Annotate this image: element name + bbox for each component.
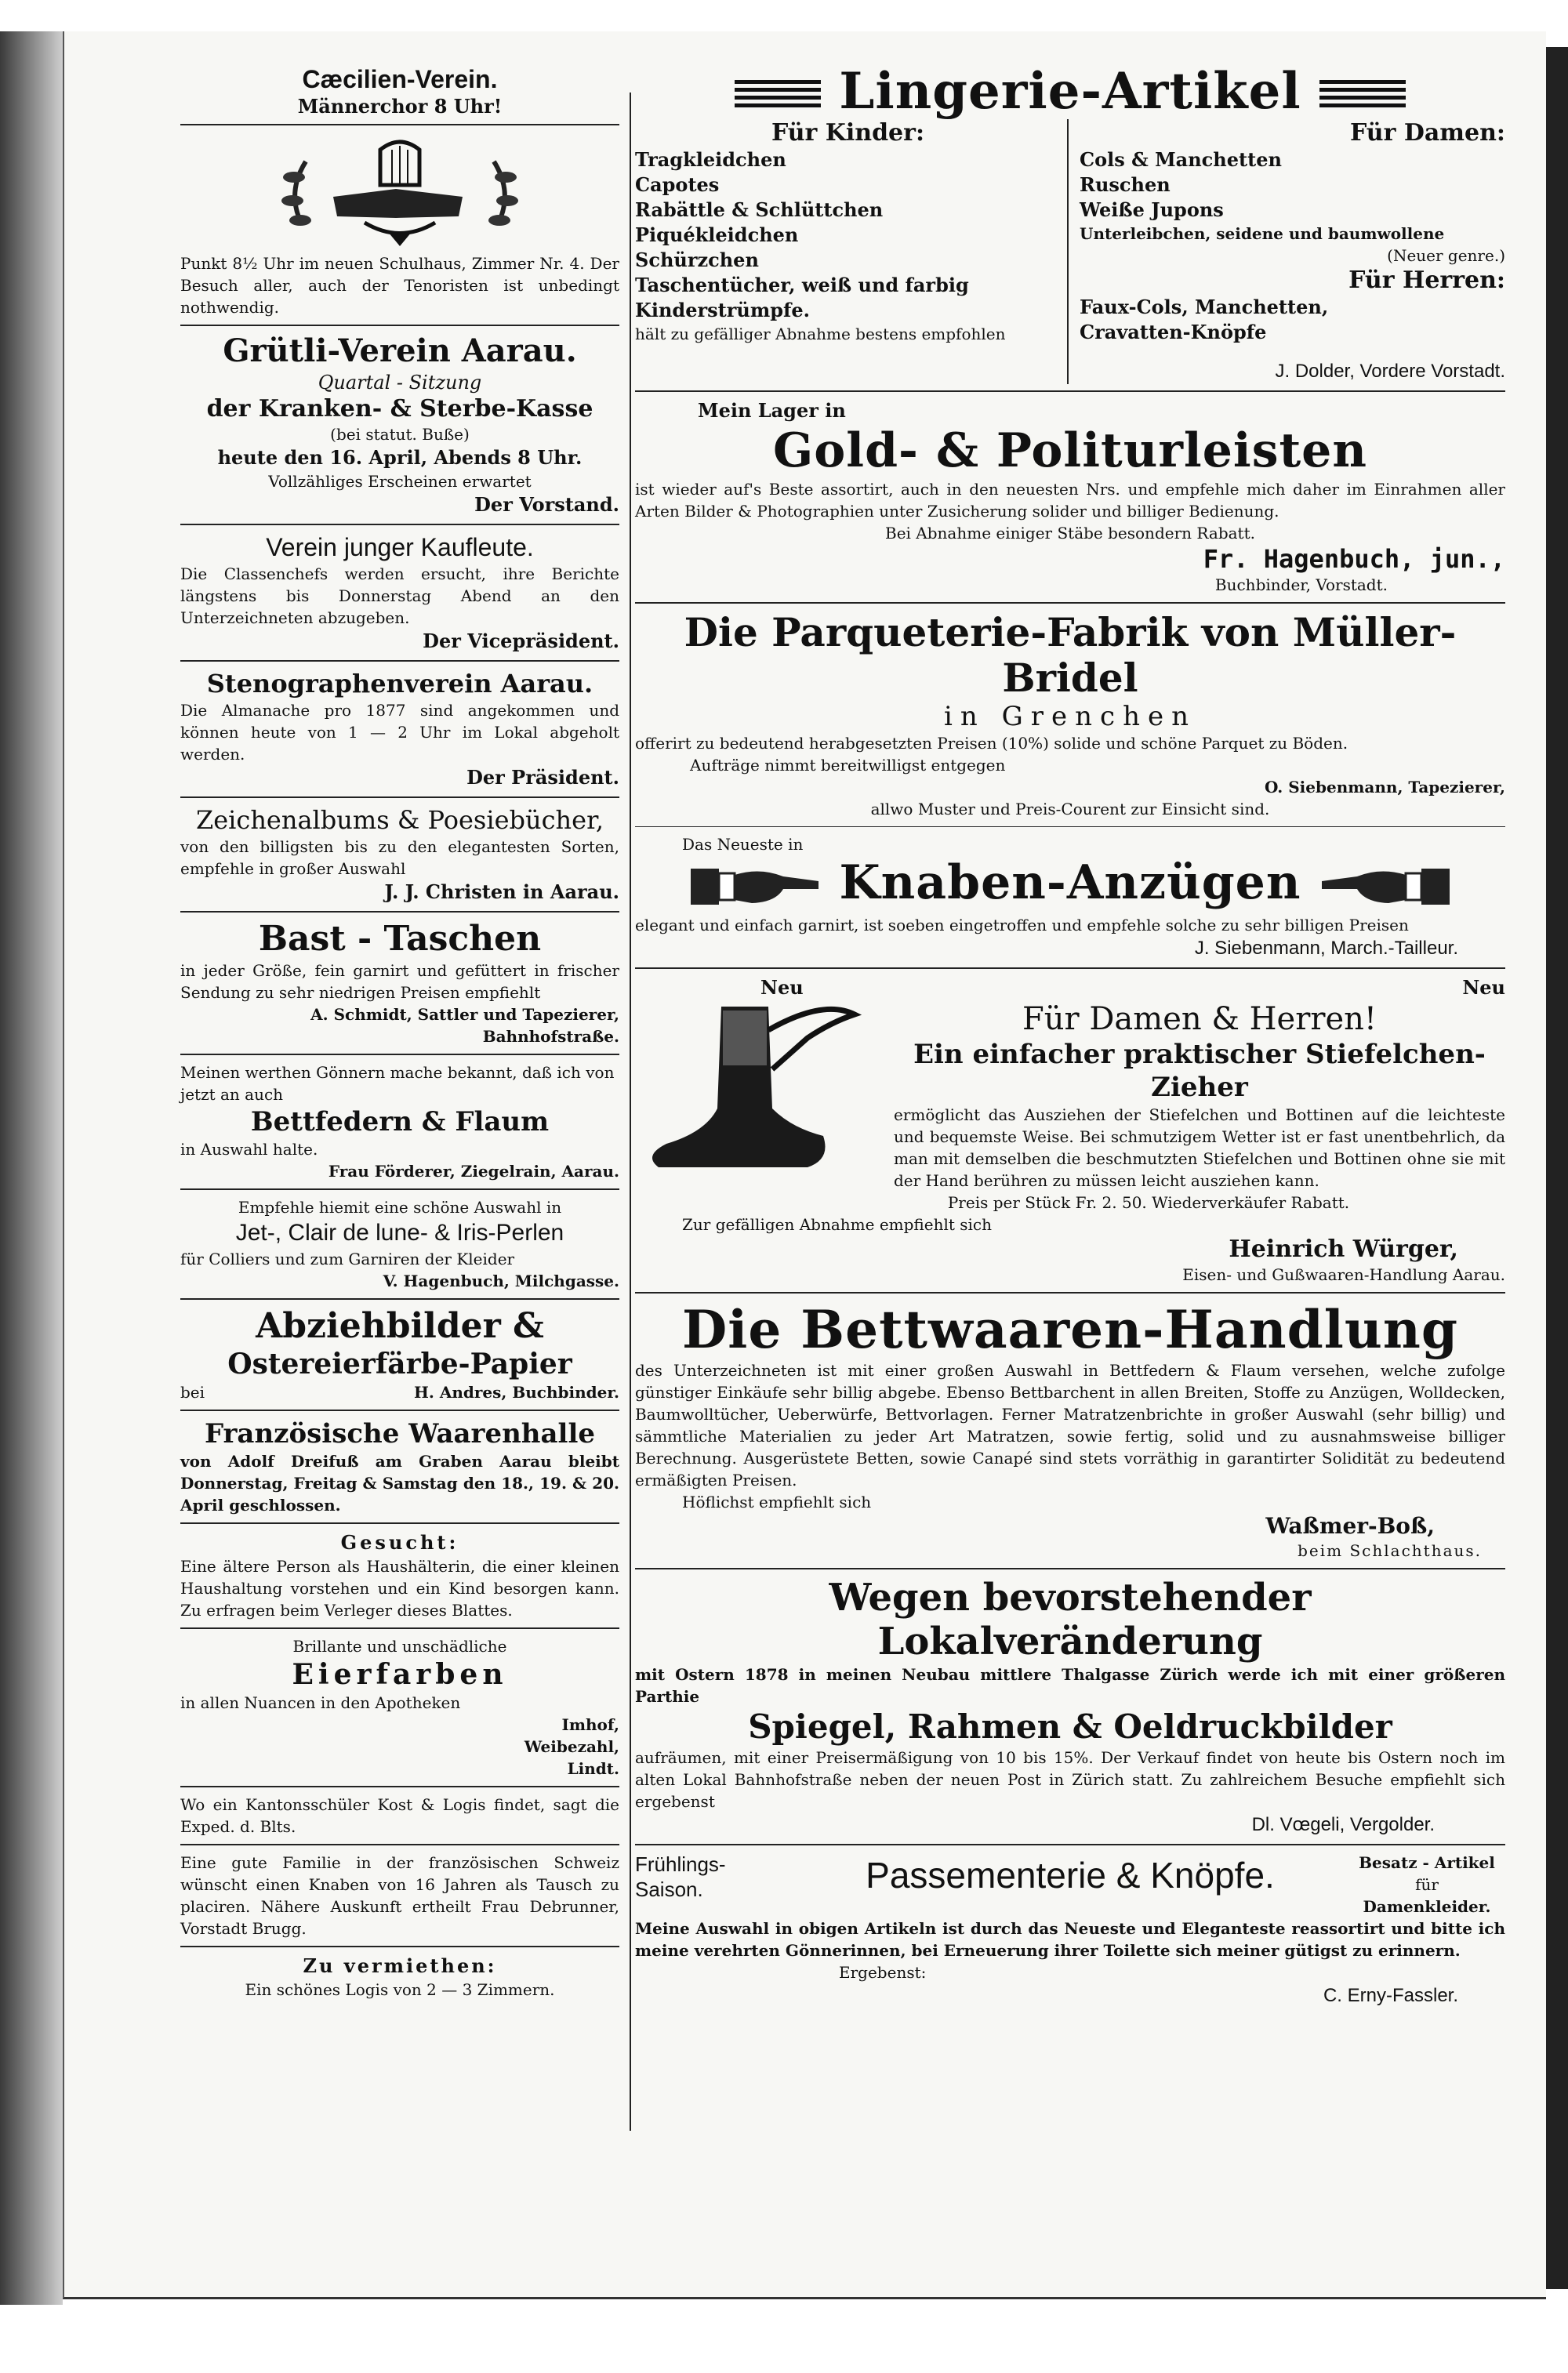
- ad-signature: Imhof,: [561, 1715, 619, 1734]
- ad-title: Cæcilien-Verein.: [302, 65, 498, 93]
- ad-text: in jeder Größe, fein garnirt und gefüttert in frischer Sendung zu sehr niedrigen Preisen empfiehlt: [180, 961, 619, 1002]
- section-heading: Für Herren:: [1348, 267, 1505, 294]
- ad-signature-2: Eisen- und Gußwaaren-Handlung Aarau.: [1182, 1265, 1505, 1284]
- ad-title: Stenographenverein Aarau.: [206, 669, 593, 698]
- pointing-hand-left-icon: [1318, 859, 1451, 914]
- ad-line: für: [1415, 1874, 1439, 1894]
- ad-line: in allen Nuancen in den Apotheken: [180, 1693, 461, 1712]
- list-item: Kinderstrümpfe.: [635, 299, 810, 321]
- boot-illustration: [635, 975, 894, 1192]
- ad-kaufleute: [180, 530, 619, 655]
- ad-gesucht: [180, 1529, 619, 1623]
- ad-title: Französische Waarenhalle: [204, 1418, 596, 1450]
- ad-signature: Waßmer-Boß,: [1265, 1512, 1435, 1539]
- ad-line: Empfehle hiemit eine schöne Auswahl in: [238, 1198, 562, 1217]
- ad-title-2: Spiegel, Rahmen & Oeldruckbilder: [748, 1707, 1392, 1746]
- ad-price: Preis per Stück Fr. 2. 50. Wiederverkäufer Rabatt.: [947, 1192, 1350, 1212]
- ad-signature: J. J. Christen in Aarau.: [384, 880, 619, 903]
- ad-text: Eine ältere Person als Haushälterin, die einer kleinen Haushaltung vorstehen und ein Kind besorgen kann. Zu erfragen beim Verleger dieses Blattes.: [180, 1557, 619, 1620]
- new-label: Neu: [1462, 975, 1505, 999]
- list-item: Capotes: [635, 173, 720, 196]
- lingerie-damen-herren: [1069, 119, 1505, 384]
- ad-line: Brillante und unschädliche: [292, 1637, 507, 1656]
- ad-caecilien: [180, 63, 619, 320]
- ad-text: Die Classenchefs werden ersucht, ihre Berichte längstens bis Donnerstag Abend an den Unterzeichneten abzugeben.: [180, 564, 619, 627]
- ad-signature: A. Schmidt, Sattler und Tapezierer, Bahnhofstraße.: [310, 1005, 619, 1046]
- left-column: [180, 63, 619, 2002]
- ad-zeichenalbums: [180, 803, 619, 906]
- ad-signature: J. Siebenmann, March.-Tailleur.: [1194, 937, 1458, 959]
- ad-signature: Fr. Hagenbuch, jun.,: [1203, 544, 1505, 574]
- ad-stiefelzieher: [635, 974, 1505, 1287]
- ad-line: Vollzähliges Erscheinen erwartet: [268, 472, 532, 491]
- ad-subtitle: in Grenchen: [944, 701, 1196, 732]
- list-item: Faux-Cols, Manchetten,: [1080, 296, 1329, 318]
- ad-passementerie: [635, 1850, 1505, 2010]
- ad-text: Die Almanache pro 1877 sind angekommen und können heute von 1 — 2 Uhr im Lokal abgeholt werden.: [180, 701, 619, 764]
- list-item: Weiße Jupons: [1080, 198, 1224, 221]
- ad-text: Eine gute Familie in der französischen Schweiz wünscht einen Knaben von 16 Jahren als Tausch zu placiren. Nähere Auskunft ertheilt Frau Debrunner, Vorstadt Brugg.: [180, 1853, 619, 1938]
- ad-text: elegant und einfach garnirt, ist soeben eingetroffen und empfehle solche zu sehr billigen Preisen: [635, 915, 1409, 934]
- ad-line: mit Ostern 1878 in meinen Neubau mittlere Thalgasse Zürich werde ich mit einer größeren Parthie: [635, 1664, 1505, 1706]
- ad-line: Bei Abnahme einiger Stäbe besondern Rabatt.: [885, 524, 1255, 542]
- list-item: Cravatten-Knöpfe: [1080, 321, 1267, 343]
- ad-signature: V. Hagenbuch, Milchgasse.: [383, 1272, 619, 1290]
- ad-lokalveraenderung: [635, 1574, 1505, 1839]
- list-item: Taschentücher, weiß und farbig: [635, 274, 969, 296]
- ad-subtitle: Männerchor 8 Uhr!: [297, 95, 503, 118]
- ad-signature: H. Andres, Buchbinder.: [414, 1383, 619, 1402]
- list-item: Piquékleidchen: [635, 223, 799, 246]
- season-label: [635, 1852, 792, 1902]
- ad-line: Meinen werthen Gönnern mache bekannt, daß ich von jetzt an auch: [180, 1063, 615, 1104]
- ad-title: Jet-, Clair de lune- & Iris-Perlen: [235, 1220, 564, 1246]
- ad-line: Saison.: [635, 1877, 703, 1901]
- ad-title: Bettfedern & Flaum: [250, 1106, 550, 1138]
- ad-line: Besatz - Artikel: [1359, 1852, 1495, 1872]
- ad-title: Abziehbilder &: [256, 1306, 544, 1346]
- right-column: [635, 63, 1505, 2010]
- list-item: (Neuer genre.): [1387, 246, 1505, 265]
- ad-text: von Adolf Dreifuß am Graben Aarau bleibt Donnerstag, Freitag & Samstag den 18., 19. & 20. April geschlossen.: [180, 1452, 619, 1515]
- ad-line: heute den 16. April, Abends 8 Uhr.: [217, 446, 583, 469]
- ad-signature: Heinrich Würger,: [1229, 1235, 1458, 1263]
- ad-line: Damenkleider.: [1363, 1896, 1491, 1916]
- ad-line: (bei statut. Buße): [330, 425, 470, 444]
- ad-signature: Dl. Vœgeli, Vergolder.: [1251, 1813, 1435, 1835]
- ad-title: Knaben-Anzügen: [839, 855, 1301, 910]
- section-heading: Für Kinder:: [771, 119, 925, 147]
- ad-title-2: Ostereierfärbe-Papier: [227, 1348, 572, 1381]
- ad-goldleisten: [635, 397, 1505, 597]
- ad-text: des Unterzeichneten ist mit einer großen Auswahl in Bettfedern & Flaum versehen, welche zufolge günstiger Einkäufe sehr billig abgebe. Ebenso Bettbarchent in allen Breiten, Stoffe zu Anzügen, Wolldecken, Baumwolltücher, Ueberwürfe, Bettvorlagen. Ferner Matratzenbrichte in großer Auswahl (sehr billig) und sämmtliche Materialien zu jeder Art Matratzen, sowie fertig, solid und zu ausnahmsweise billiger Berechnung. Ausgerüstete Betten, sowie Canapé sind stets vorräthig in garantirter Solidität zu bedeutend ermäßigten Preisen.: [635, 1360, 1505, 1489]
- ad-text: ist wieder auf's Beste assortirt, auch in den neuesten Nrs. und empfehle mich daher im Einrahmen aller Arten Bilder & Photographien unter Zusicherung solider und billiger Bedienung.: [635, 480, 1505, 521]
- ad-line: bei: [180, 1383, 205, 1402]
- ad-title: Eierfarben: [292, 1658, 508, 1691]
- ad-text: ermöglicht das Ausziehen der Stiefelchen und Bottinen auf die leichteste und bequemste Weise. Bei schmutzigem Wetter ist er fast unentbehrlich, da man mit demselben die beschmutzten Stiefelchen und Bottinen ohne sie mit der Hand berühren zu müssen leicht ausziehen kann.: [894, 1105, 1505, 1190]
- ad-text: Punkt 8½ Uhr im neuen Schulhaus, Zimmer Nr. 4. Der Besuch aller, auch der Tenoristen ist unbedingt nothwendig.: [180, 254, 619, 317]
- ad-familie: [180, 1850, 619, 1941]
- ad-steno: [180, 666, 619, 792]
- ad-signature: Frau Förderer, Ziegelrain, Aarau.: [328, 1162, 619, 1181]
- ad-knaben-anzuege: [635, 832, 1505, 963]
- ad-line: für Colliers und zum Garniren der Kleider: [180, 1250, 515, 1268]
- ad-title: Zu vermiethen:: [303, 1954, 497, 1977]
- list-item: Cols & Manchetten: [1080, 148, 1282, 171]
- list-item: Tragkleidchen: [635, 148, 786, 171]
- ad-perlen: [180, 1195, 619, 1294]
- list-item: Ruschen: [1080, 173, 1171, 196]
- ad-title: Die Bettwaaren-Handlung: [682, 1298, 1458, 1360]
- handshake-lyre-emblem-icon: [270, 130, 529, 248]
- ad-line: Das Neueste in: [682, 835, 804, 854]
- ad-signature: O. Siebenmann, Tapezierer,: [1265, 778, 1505, 796]
- ad-gruetli: [180, 331, 619, 519]
- page-edge: [1546, 47, 1568, 2289]
- ad-signature: Der Präsident.: [466, 766, 619, 789]
- ad-text: aufräumen, mit einer Preisermäßigung von 10 bis 15%. Der Verkauf findet von heute bis Ostern noch im alten Lokal Bahnhofstraße neben der neuen Post in Zürich statt. Zu zahlreichem Besuche empfiehlt sich ergebenst: [635, 1747, 1505, 1811]
- ad-text: Wo ein Kantonsschüler Kost & Logis findet, sagt die Exped. d. Blts.: [180, 1795, 619, 1836]
- ad-line: Quartal - Sitzung: [318, 372, 482, 394]
- ad-title: Gesucht:: [340, 1531, 459, 1554]
- ad-kost-logis: [180, 1792, 619, 1839]
- ad-title: Lingerie-Artikel: [839, 62, 1301, 121]
- ad-signature-2: Buchbinder, Vorstadt.: [1214, 575, 1388, 594]
- ad-title: Für Damen & Herren!: [1022, 1000, 1377, 1037]
- list-item: Schürzchen: [635, 249, 759, 271]
- ad-signature: J. Dolder, Vordere Vorstadt.: [1275, 361, 1505, 382]
- ad-eierfarben: [180, 1634, 619, 1781]
- section-heading: Für Damen:: [1349, 119, 1505, 147]
- ad-title: Die Parqueterie-Fabrik von Müller-Bridel: [684, 609, 1457, 701]
- ad-line: Frühlings-: [635, 1852, 726, 1876]
- ad-signature: Der Vorstand.: [474, 493, 619, 516]
- ad-title: Bast - Taschen: [258, 919, 542, 959]
- ad-text: Meine Auswahl in obigen Artikeln ist durch das Neueste und Eleganteste reassortirt und bitte ich meine verehrten Gönnerinnen, bei Erneuerung ihrer Toilette sich meiner gütigst zu erinnern.: [635, 1918, 1505, 1960]
- ad-title: Gold- & Politurleisten: [773, 423, 1367, 478]
- besatz-label: [1348, 1852, 1505, 1918]
- ad-line: Höflichst empfiehlt sich: [682, 1492, 872, 1511]
- new-label: Neu: [760, 975, 804, 999]
- ad-text: von den billigsten bis zu den elegantesten Sorten, empfehle in großer Auswahl: [180, 837, 619, 878]
- ad-text: Ein schönes Logis von 2 — 3 Zimmern.: [245, 1980, 555, 1999]
- ad-title: Verein junger Kaufleute.: [266, 533, 534, 561]
- ad-parqueterie: [635, 608, 1505, 822]
- ad-signature: Der Vicepräsident.: [423, 630, 619, 652]
- ad-signature: C. Erny-Fassler.: [1323, 1984, 1458, 2006]
- decorative-lines-icon: [1319, 80, 1406, 111]
- boot-jack-icon: [635, 991, 886, 1179]
- ad-title: Zeichenalbums & Poesiebücher,: [195, 805, 604, 835]
- ad-line: Aufträge nimmt bereitwilligst entgegen: [690, 756, 1006, 775]
- ad-line: der Kranken- & Sterbe-Kasse: [206, 395, 593, 423]
- ad-line: allwo Muster und Preis-Courent zur Einsicht sind.: [870, 800, 1270, 818]
- ad-title: Passementerie & Knöpfe.: [866, 1854, 1275, 1896]
- book-spine: [0, 31, 63, 2305]
- ad-franz-waarenhalle: [180, 1416, 619, 1518]
- ad-signature: Weibezahl,: [524, 1737, 619, 1756]
- ad-signature: Lindt.: [567, 1759, 619, 1778]
- ad-lingerie: [635, 63, 1505, 386]
- ad-title: Wegen bevorstehender Lokalveränderung: [829, 1575, 1312, 1664]
- list-item: Unterleibchen, seidene und baumwollene: [1080, 224, 1445, 243]
- pointing-hand-right-icon: [689, 859, 822, 914]
- column-divider: [630, 93, 631, 2131]
- ad-line: Ergebenst:: [839, 1962, 927, 1982]
- ad-signature-2: beim Schlachthaus.: [1298, 1540, 1482, 1560]
- decorative-lines-icon: [735, 80, 821, 111]
- ad-bettfedern: [180, 1060, 619, 1184]
- ad-line: Zur gefälligen Abnahme empfiehlt sich: [682, 1214, 993, 1234]
- ad-title-2: Ein einfacher praktischer Stiefelchen-Zieher: [913, 1038, 1486, 1103]
- lingerie-kinder: [635, 119, 1069, 384]
- ad-line: Mein Lager in: [698, 399, 846, 422]
- ad-line: in Auswahl halte.: [180, 1140, 318, 1159]
- ad-title: Grütli-Verein Aarau.: [223, 332, 577, 369]
- list-item: Rabättle & Schlüttchen: [635, 198, 884, 221]
- ad-bettwaaren: [635, 1298, 1505, 1563]
- ad-text: offerirt zu bedeutend herabgesetzten Preisen (10%) solide und schöne Parquet zu Böden.: [635, 734, 1348, 753]
- ad-abziehbilder: [180, 1304, 619, 1405]
- ad-logis: [180, 1952, 619, 2002]
- ad-line: hält zu gefälliger Abnahme bestens empfohlen: [635, 325, 1006, 343]
